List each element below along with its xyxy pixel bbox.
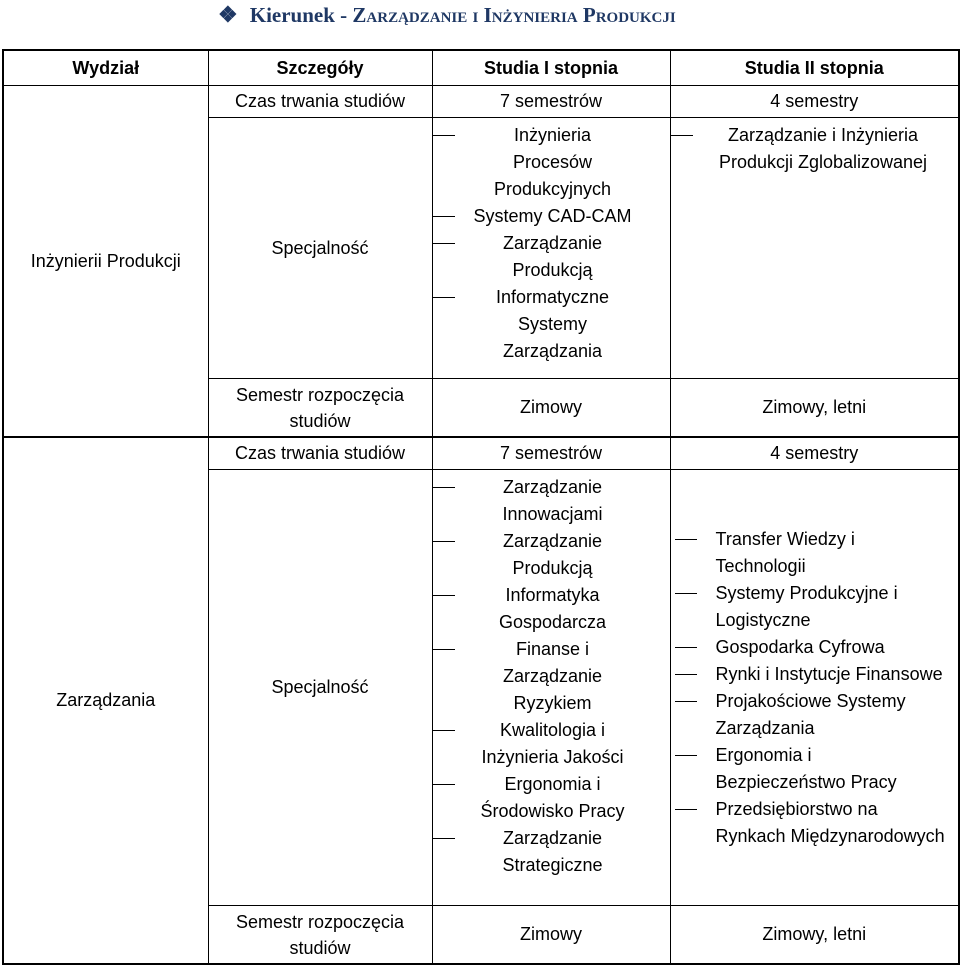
specialty-item-label: Ergonomia i Środowisko Pracy — [480, 773, 625, 821]
specialty-item — [473, 230, 670, 284]
specialty-item — [711, 122, 959, 176]
specialty-list-first-degree — [432, 469, 670, 905]
specialty-item-label: Zarządzanie Innowacjami — [502, 476, 603, 524]
page-heading — [218, 2, 676, 28]
specialty-item — [716, 634, 959, 661]
start-semester-label: Semestr rozpoczęcia studiów — [208, 379, 432, 437]
specialty-label: Specjalność — [208, 469, 432, 905]
specialty-item-label: Systemy CAD-CAM — [473, 206, 632, 227]
specialty-item — [716, 580, 959, 634]
specialty-item — [716, 742, 959, 796]
start-second-degree: Zimowy, letni — [670, 379, 959, 437]
duration-first-degree: 7 semestrów — [432, 437, 670, 469]
specialty-item — [473, 284, 670, 365]
specialty-item-label: Informatyczne Systemy Zarządzania — [495, 287, 610, 362]
header-first-degree: Studia I stopnia — [432, 50, 670, 86]
specialty-item — [473, 825, 670, 879]
specialty-list — [671, 520, 959, 856]
specialty-item — [473, 582, 670, 636]
specialty-label: Specjalność — [208, 118, 432, 379]
specialty-item-label: Zarządzanie Produkcją — [502, 233, 603, 281]
specialty-item-label: Zarządzanie i Inżynieria Produkcji Zglobalizowanej — [718, 125, 928, 173]
specialty-item-label: Systemy Produkcyjne i Logistyczne — [715, 582, 898, 630]
duration-second-degree: 4 semestry — [670, 86, 959, 118]
diamond-bullet-icon: ❖ — [218, 2, 238, 27]
specialty-item — [473, 528, 670, 582]
header-details: Szczegóły — [208, 50, 432, 86]
specialty-item-label: Kwalitologia i Inżynieria Jakości — [481, 719, 624, 767]
specialty-item-label: Zarządzanie Strategiczne — [502, 827, 603, 875]
department-cell: Zarządzania — [3, 437, 208, 964]
duration-label: Czas trwania studiów — [208, 86, 432, 118]
specialty-item — [716, 526, 959, 580]
specialty-list-first-degree — [432, 118, 670, 379]
specialty-item — [716, 796, 959, 850]
specialty-item — [716, 688, 959, 742]
specialty-item-label: Przedsiębiorstwo na Rynkach Międzynarodowych — [715, 798, 945, 846]
specialty-item — [473, 474, 670, 528]
specialty-item-label: Inżynieria Procesów Produkcyjnych — [493, 125, 612, 200]
specialty-item — [473, 122, 670, 203]
specialty-item — [473, 717, 670, 771]
specialty-item-label: Transfer Wiedzy i Technologii — [715, 528, 855, 576]
specialty-item — [473, 203, 670, 230]
start-first-degree: Zimowy — [432, 906, 670, 964]
specialty-item-label: Rynki i Instytucje Finansowe — [715, 663, 943, 684]
specialty-list — [433, 470, 670, 883]
specialty-list — [433, 118, 670, 369]
specialty-item — [473, 771, 670, 825]
duration-second-degree: 4 semestry — [670, 437, 959, 469]
specialty-item-label: Zarządzanie Produkcją — [502, 530, 603, 578]
heading-prefix: Kierunek - — [249, 2, 353, 27]
specialty-item — [473, 636, 670, 717]
heading-program-name: Zarządzanie i Inżynieria Produkcji — [352, 2, 676, 27]
study-program-table — [2, 49, 960, 965]
specialty-item-label: Projakościowe Systemy Zarządzania — [715, 690, 906, 738]
header-second-degree: Studia II stopnia — [670, 50, 959, 86]
specialty-item-label: Finanse i Zarządzanie Ryzykiem — [502, 638, 603, 713]
specialty-item-label: Informatyka Gospodarcza — [498, 584, 607, 632]
duration-label: Czas trwania studiów — [208, 437, 432, 469]
specialty-item-label: Gospodarka Cyfrowa — [715, 636, 885, 657]
duration-first-degree: 7 semestrów — [432, 86, 670, 118]
specialty-list — [671, 118, 959, 176]
start-second-degree: Zimowy, letni — [670, 906, 959, 964]
start-first-degree: Zimowy — [432, 379, 670, 437]
specialty-item — [716, 661, 959, 688]
specialty-list-second-degree — [670, 469, 959, 905]
specialty-list-second-degree — [670, 118, 959, 379]
header-department: Wydział — [3, 50, 208, 86]
department-cell: Inżynierii Produkcji — [3, 86, 208, 438]
start-semester-label: Semestr rozpoczęcia studiów — [208, 906, 432, 964]
specialty-item-label: Ergonomia i Bezpieczeństwo Pracy — [715, 744, 897, 792]
